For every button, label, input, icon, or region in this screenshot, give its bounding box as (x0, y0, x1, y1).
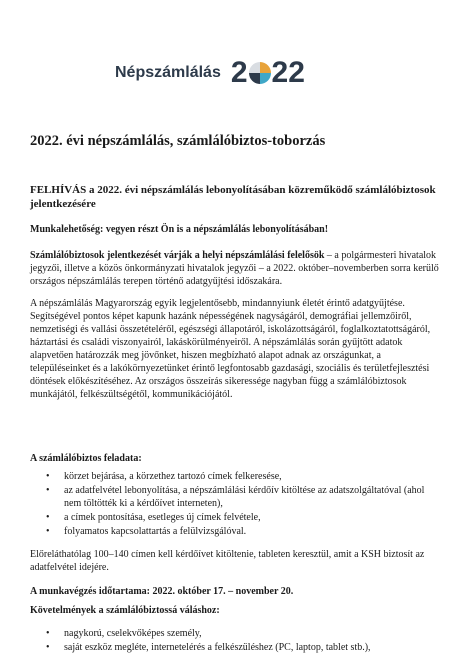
intro-paragraph-bold: Számlálóbiztosok jelentkezését várják a helyi népszámlálási felelősök (30, 250, 325, 261)
logo-year-first-digit: 2 (230, 56, 248, 89)
logo-year-last-digits: 22 (271, 56, 305, 89)
list-item: • saját eszköz megléte, internetelérés a felkészüléshez (PC, laptop, tablet stb.), (52, 641, 440, 654)
tasks-heading: A számlálóbiztos feladata: (30, 453, 142, 464)
slogan: Munkalehetőség: vegyen részt Ön is a népszámlálás lebonyolításában! (30, 224, 329, 235)
requirements-heading: Követelmények a számlálóbiztossá váláshoz: (30, 605, 220, 616)
intro-paragraph (30, 249, 440, 288)
logo-year (231, 58, 305, 88)
intro-paragraph-rest: – a polgármesteri hivatalok jegyzői, illetve a közös önkormányzati hivatalok jegyzői – a 2022. október–novemberben sorra kerülő országos népszámlálás terepen történő adatgyűjtési időszakára. (30, 250, 439, 287)
census-logo (115, 55, 355, 91)
workload-paragraph: Előreláthatólag 100–140 címen kell kérdőívet kitöltenie, tableten keresztül, amit a KSH biztosít az adatfelvétel idejére. (30, 549, 425, 573)
list-item: • körzet bejárása, a körzethez tartozó címek felkeresése, (52, 470, 440, 483)
list-item: • folyamatos kapcsolattartás a felülvizsgálóval. (52, 525, 440, 538)
census-logo-mark-icon (249, 62, 271, 84)
work-period: A munkavégzés időtartama: 2022. október 17. – november 20. (30, 586, 294, 597)
list-item: • a címek pontosítása, esetleges új címek felvétele, (52, 511, 440, 524)
list-item: • az adatfelvétel lebonyolítása, a népszámlálási kérdőív kitöltése az adatszolgáltatóval (ahol nem töltötték ki a kérdőívet interneten), (52, 484, 440, 510)
document-title: 2022. évi népszámlálás, számlálóbiztos-toborzás (30, 133, 326, 149)
logo-text: Népszámlálás (115, 64, 221, 81)
list-item: • nagykorú, cselekvőképes személy, (52, 627, 440, 640)
callout-heading: FELHÍVÁS a 2022. évi népszámlálás lebonyolításában közreműködő számlálóbiztosok jelentkezésére (30, 184, 436, 210)
tasks-list (30, 470, 440, 539)
requirements-list (30, 627, 440, 655)
census-description-paragraph: A népszámlálás Magyarország egyik legjelentősebb, mindannyiunk életét érintő adatgyűjtése. Segítségével pontos képet kapunk hazánk népességének nagyságáról, demográfiai jellemzőiről, nemzetiségi és vallási összetételéről, egészségi állapotáról, iskolázottságáról, foglalkoztatottságáról, háztartási és családi viszonyairól, lakáskörülményeiről. A népszámlálás során gyűjtött adatok alapvetően határozzák meg jövőnket, hiszen megbízható alapot adnak az országunkat, a településeinket és a lakókörnyezetünket érintő legfontosabb gazdasági, szociális és területfejlesztési döntések előkészítéséhez. Az országos összeírás sikeressége nagyban függ a számlálóbiztosok munkájától, felkészültségétől, kommunikációjától. (30, 298, 431, 400)
